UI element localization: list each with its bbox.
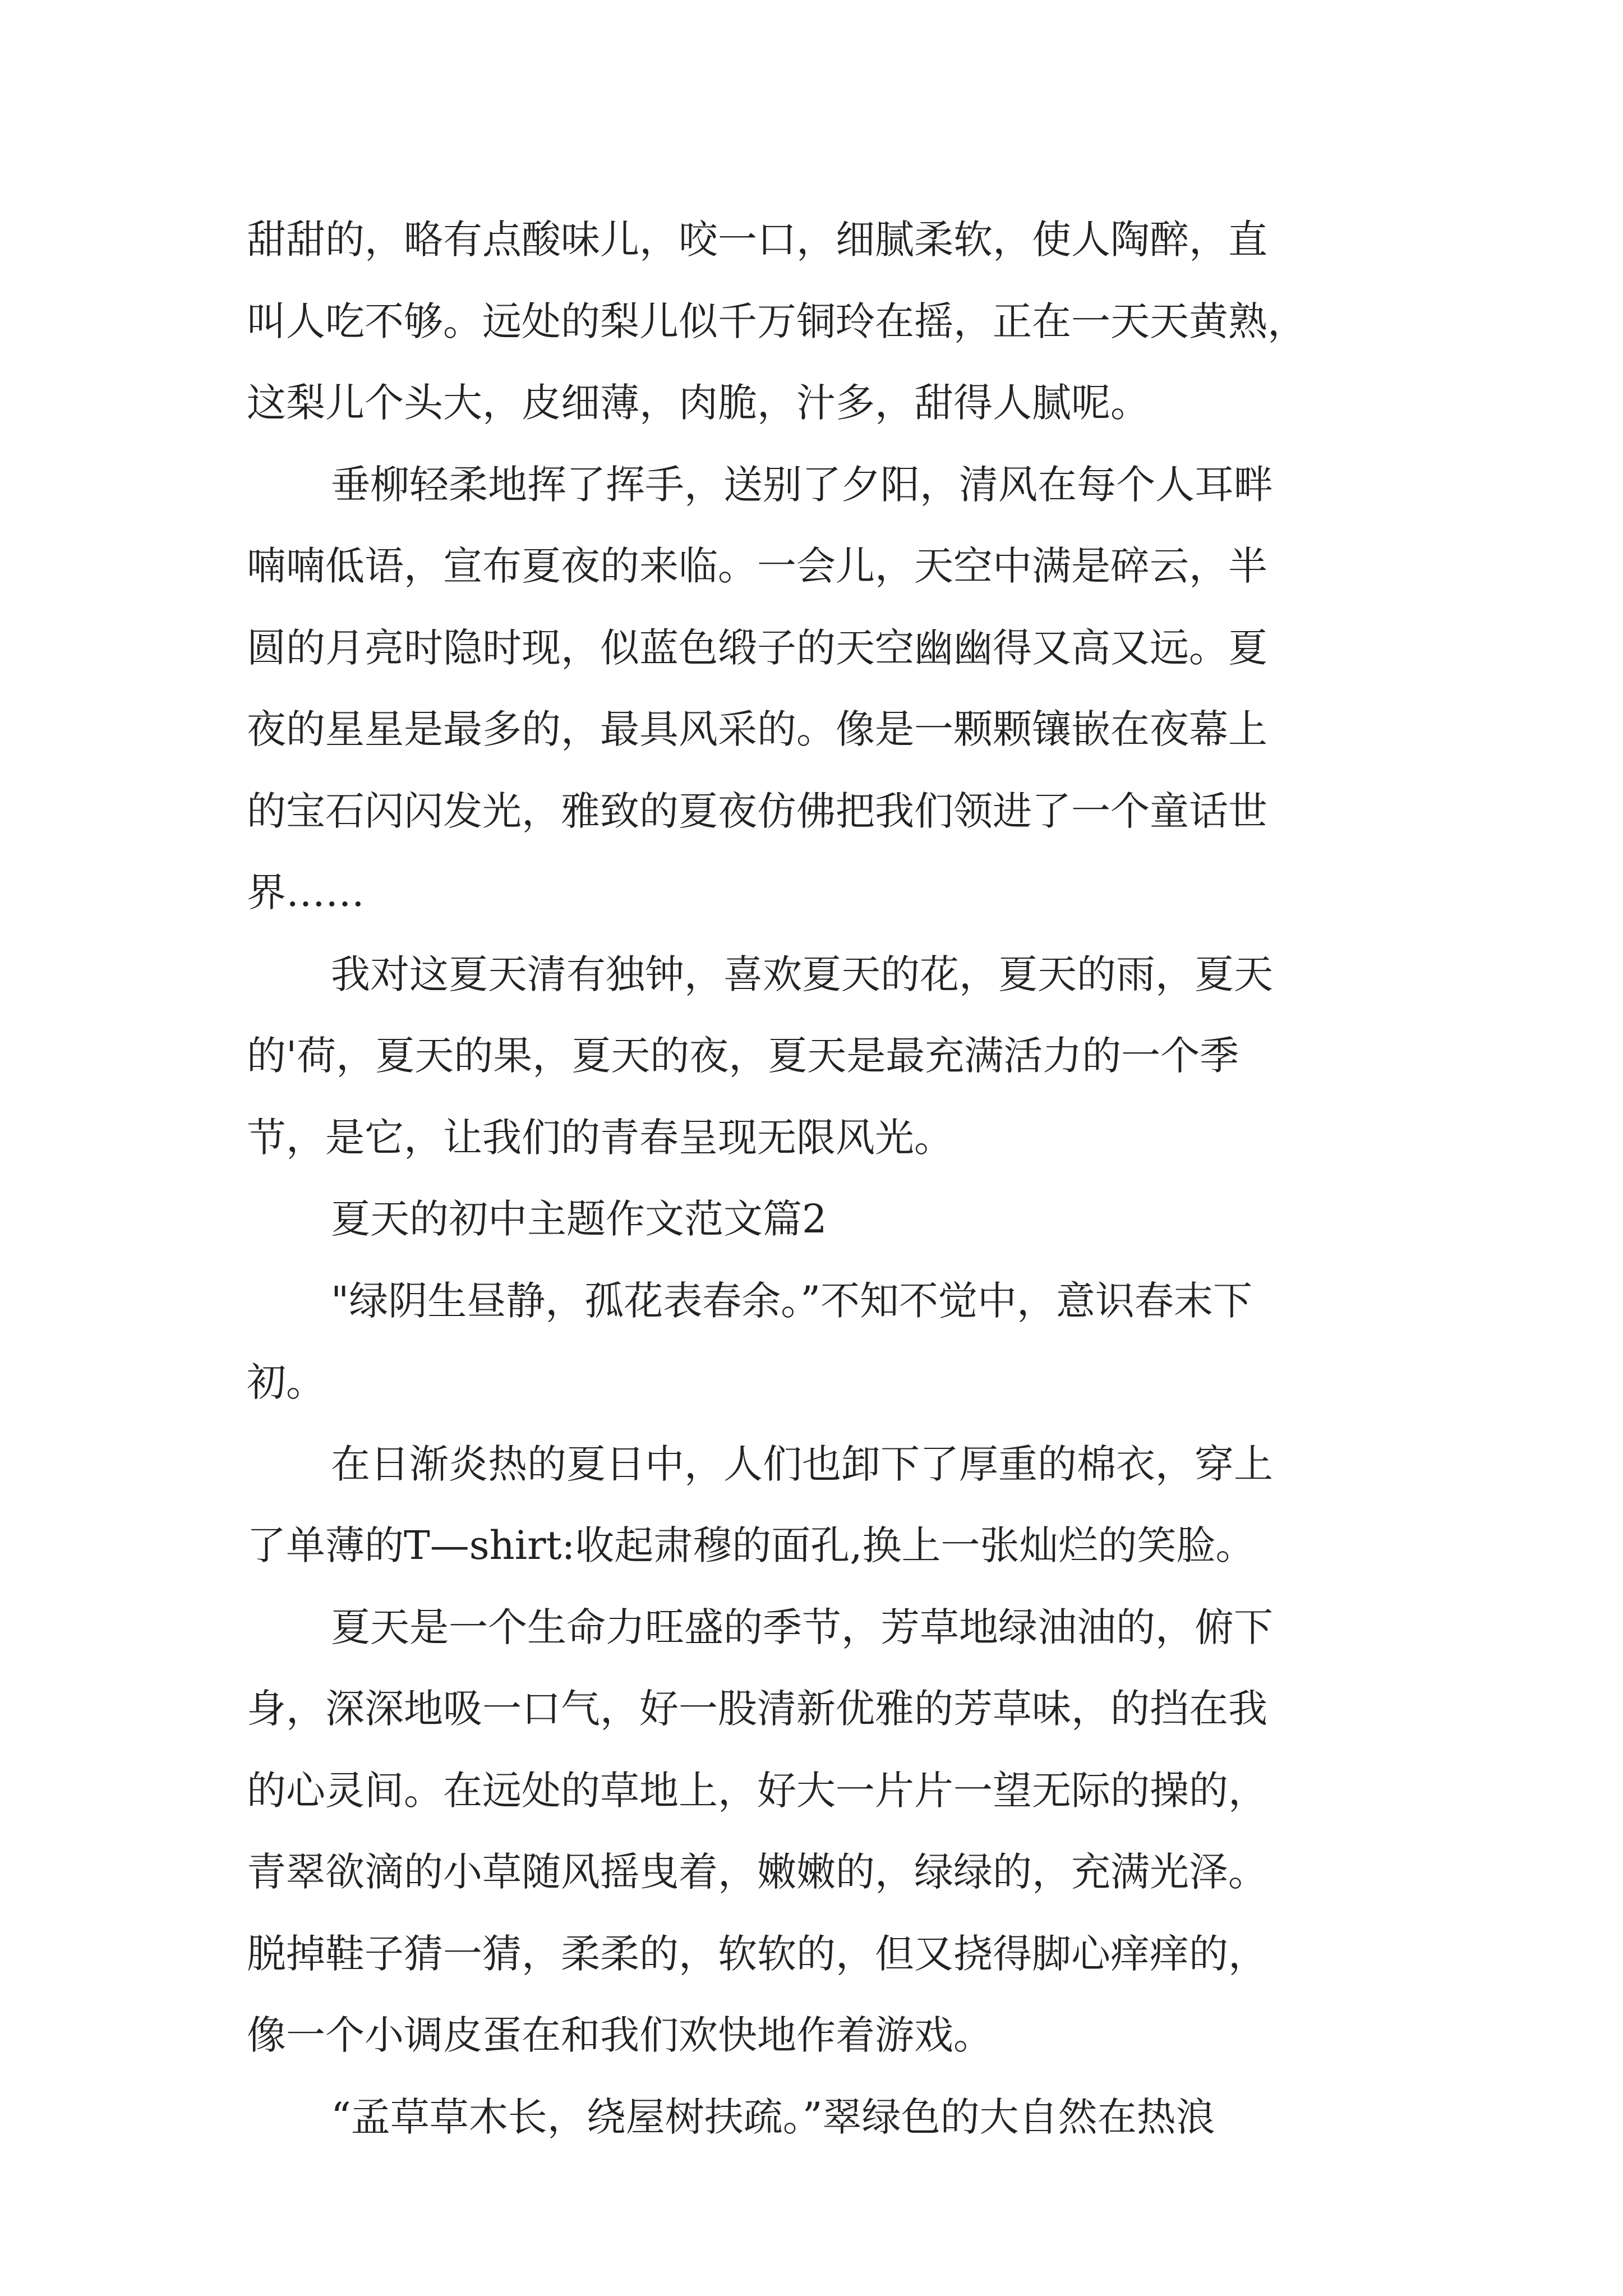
- paragraph-start-line: "绿阴生昼静，孤花表春余。”不知不觉中，意识春末下: [331, 1277, 1252, 1324]
- text-line: 这梨儿个头大，皮细薄，肉脆，汁多，甜得人腻呢。: [247, 380, 1150, 426]
- text-line: 界……: [247, 869, 365, 915]
- paragraph-start-line: 在日渐炎热的夏日中，人们也卸下了厚重的棉衣，穿上: [331, 1441, 1273, 1487]
- text-line: 甜甜的，略有点酸味儿，咬一口，细腻柔软，使人陶醉，直: [247, 217, 1267, 263]
- text-line: 的心灵间。在远处的草地上，好大一片片一望无际的操的，: [247, 1767, 1267, 1814]
- text-line: 了单薄的T—shirt:收起肃穆的面孔,换上一张灿烂的笑脸。: [247, 1522, 1255, 1568]
- text-line: 节，是它，让我们的青春呈现无限风光。: [247, 1114, 953, 1161]
- text-line: 脱掉鞋子猜一猜，柔柔的，软软的，但又挠得脚心痒痒的，: [247, 1930, 1267, 1977]
- text-line: 青翠欲滴的小草随风摇曳着，嫩嫩的，绿绿的，充满光泽。: [247, 1849, 1267, 1895]
- text-line: 身，深深地吸一口气，好一股清新优雅的芳草味，的挡在我: [247, 1686, 1267, 1732]
- text-line: 初。: [247, 1359, 325, 1405]
- paragraph-start-line: “孟草草木长，绕屋树扶疏。”翠绿色的大自然在热浪: [331, 2093, 1215, 2140]
- section-heading: 夏天的初中主题作文范文篇2: [331, 1196, 827, 1242]
- text-line: 夜的星星是最多的，最具风采的。像是一颗颗镶嵌在夜幕上: [247, 706, 1267, 752]
- paragraph-start-line: 夏天是一个生命力旺盛的季节，芳草地绿油油的，俯下: [331, 1604, 1273, 1650]
- paragraph-start-line: 垂柳轻柔地挥了挥手，送别了夕阳，清风在每个人耳畔: [331, 461, 1273, 508]
- text-line: 的'荷，夏天的果，夏天的夜，夏天是最充满活力的一个季: [247, 1033, 1239, 1079]
- paragraph-start-line: 我对这夏天清有独钟，喜欢夏天的花，夏天的雨，夏天: [331, 951, 1273, 997]
- essay-body: [247, 199, 1385, 2158]
- text-line: 圆的月亮时隐时现，似蓝色缎子的天空幽幽得又高又远。夏: [247, 624, 1267, 671]
- text-line: 的宝石闪闪发光，雅致的夏夜仿佛把我们领进了一个童话世: [247, 788, 1267, 834]
- text-line: 喃喃低语，宣布夏夜的来临。一会儿，天空中满是碎云，半: [247, 543, 1267, 589]
- text-line: 像一个小调皮蛋在和我们欢快地作着游戏。: [247, 2012, 993, 2058]
- text-line: 叫人吃不够。远处的梨儿似千万铜玲在摇，正在一天天黄熟，: [247, 298, 1307, 344]
